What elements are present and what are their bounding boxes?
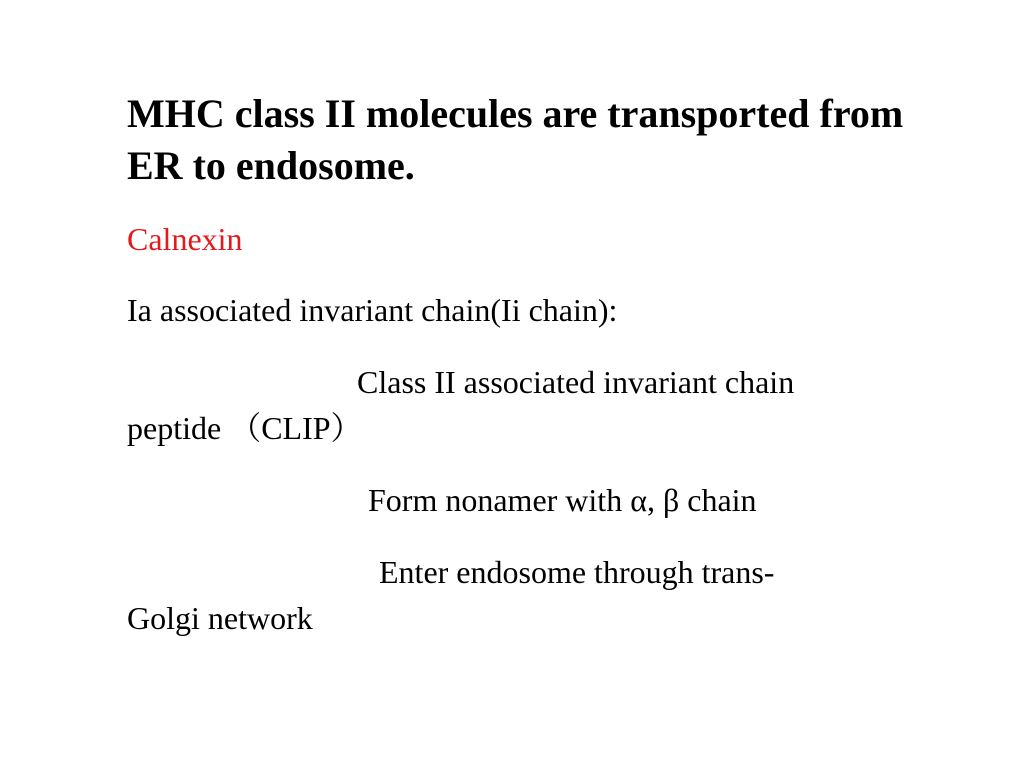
slide-title: MHC class II molecules are transported from ER to endosome.	[127, 91, 904, 188]
endosome-text-line-1: Enter endosome through trans-	[379, 554, 775, 590]
endosome-text-line-2: Golgi network	[127, 600, 313, 636]
ia-chain-text: Ia associated invariant chain(Ii chain):	[127, 292, 618, 328]
nonamer-text: Form nonamer with α, β chain	[368, 482, 757, 518]
calnexin-label: Calnexin	[127, 221, 243, 257]
clip-text-line-2: peptide （CLIP）	[127, 410, 363, 446]
clip-text-line-1: Class II associated invariant chain	[357, 364, 795, 400]
